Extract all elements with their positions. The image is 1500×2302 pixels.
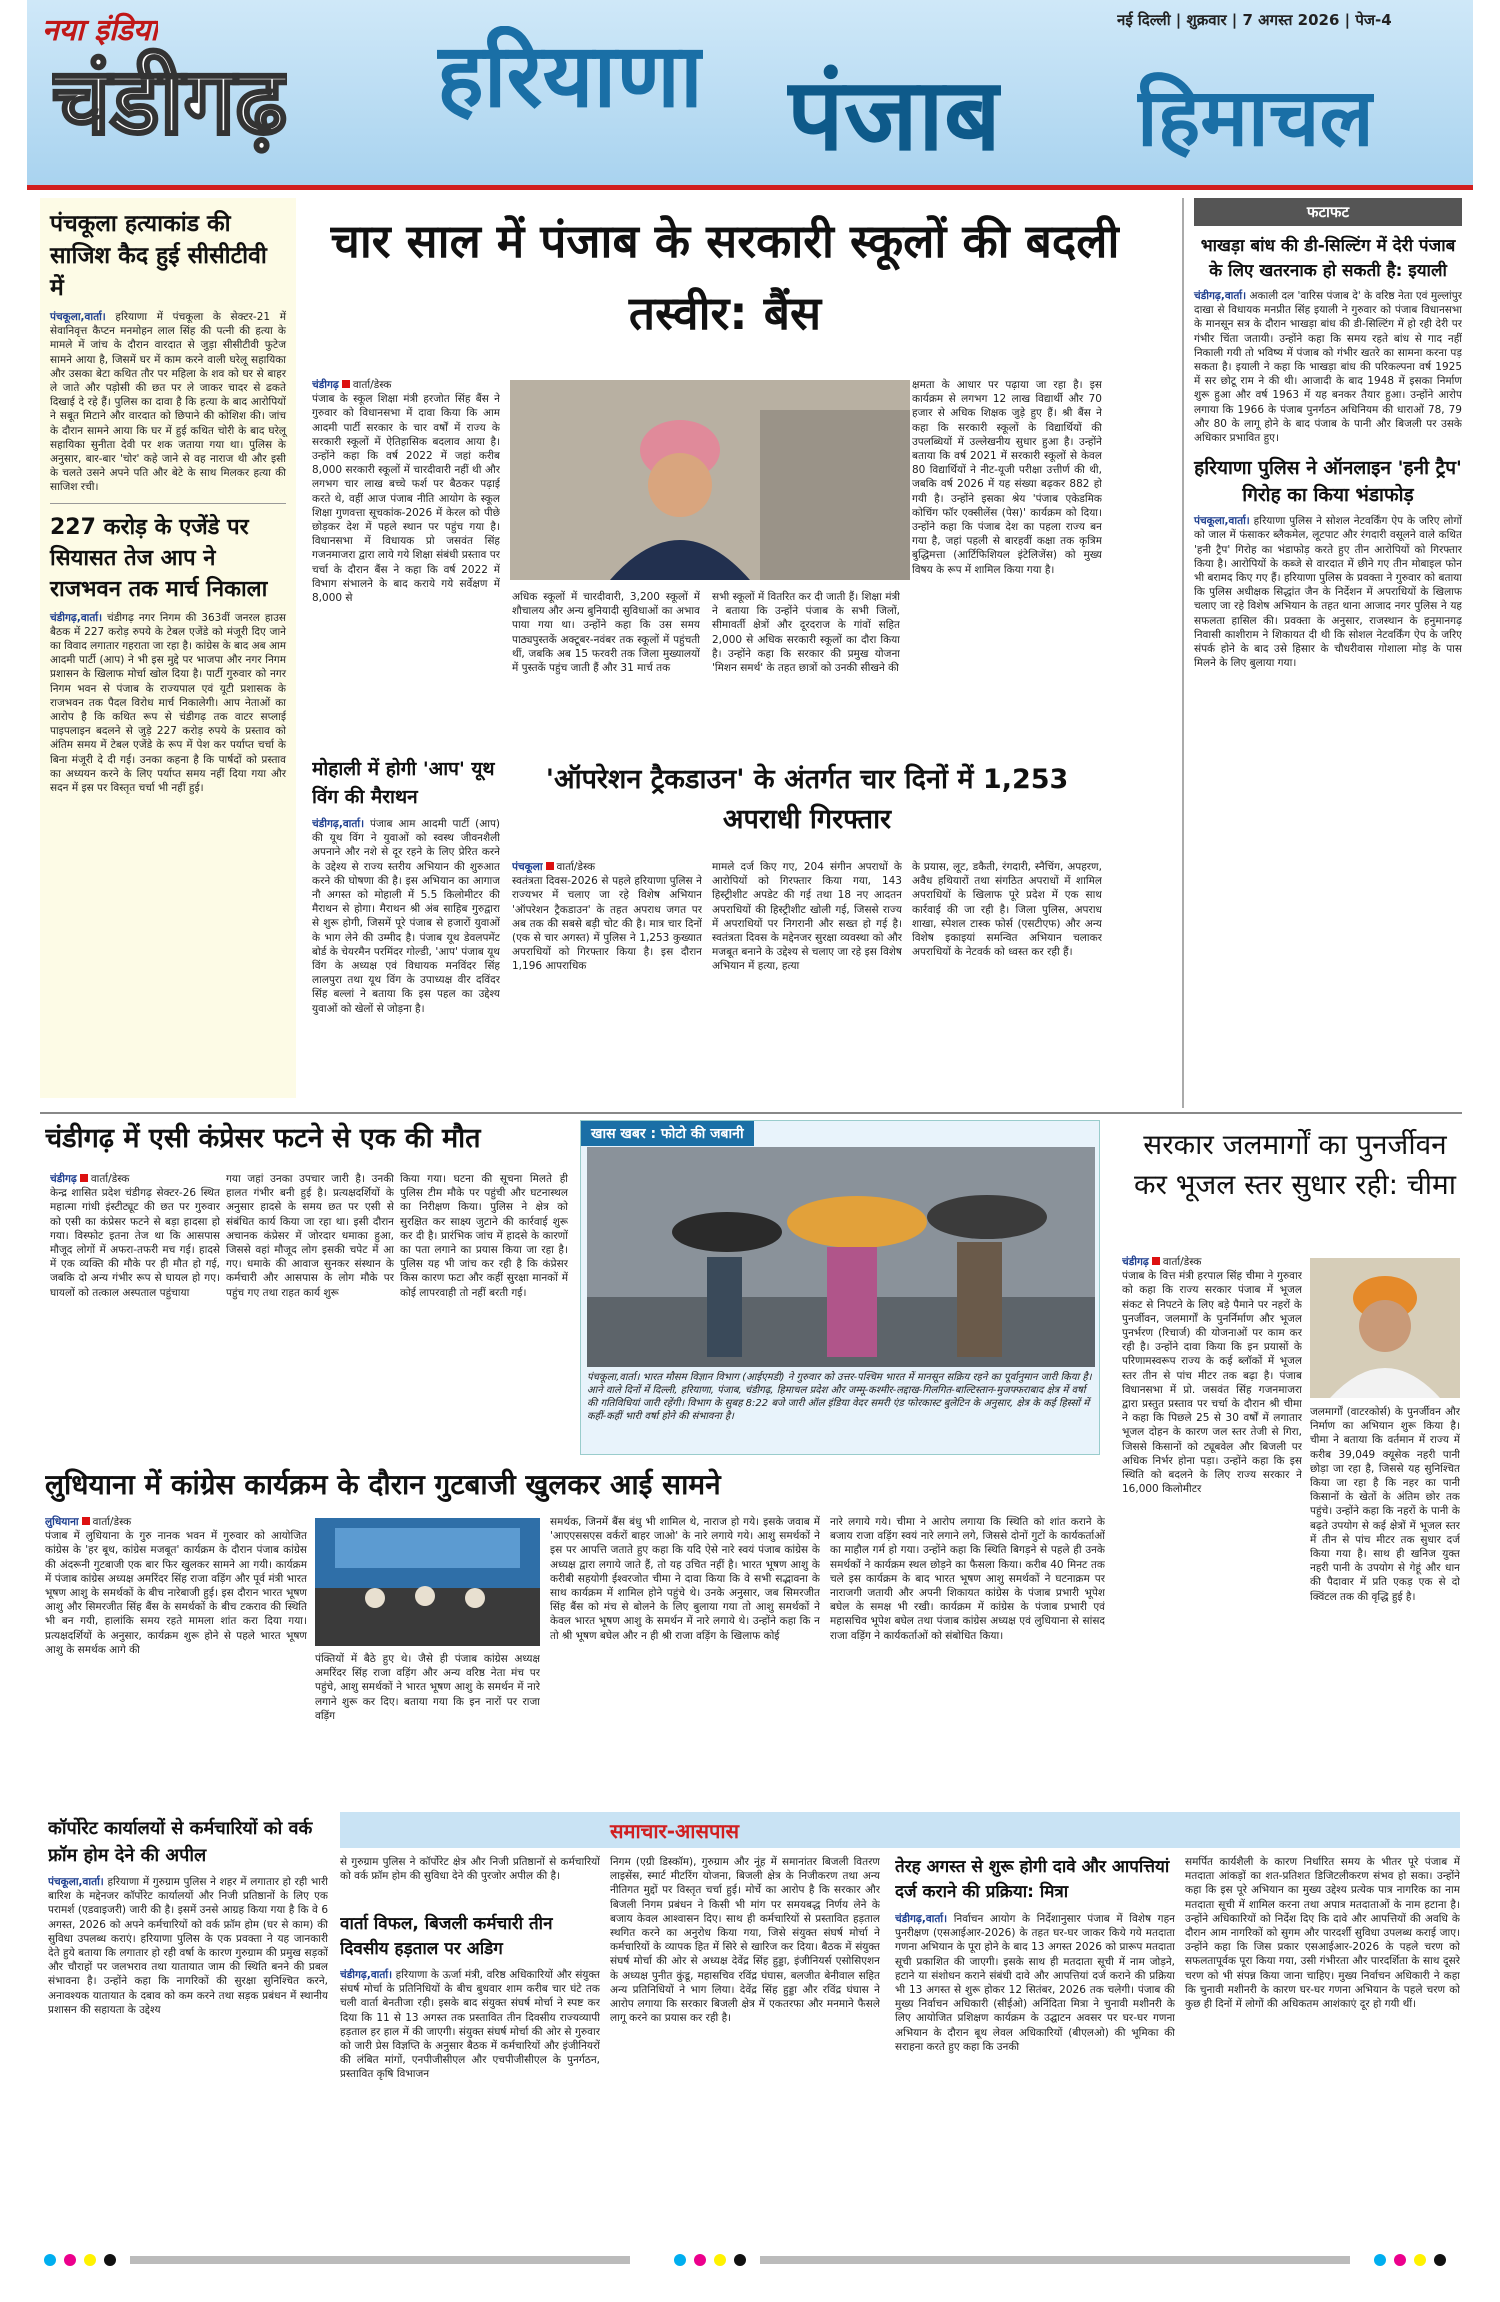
ac-col-3: किया गया। घटना की सूचना मिलते ही पुलिस टीम मौके पर पहुंची और घटनास्थल का निरीक्षण किया। पुलिस ने क्षेत्र को सुरक्षित कर साक्ष्य जुटाने की कार्रवाई शुरू कर दी है। प्रारंभिक जांच में हादसे के कारणों का पता लगाने का प्रयास किया जा रहा है। पुलिस यह भी जांच कर रही है कि कंप्रेसर किस कारण फटा और कहीं सुरक्षा मानकों में कोई लापरवाही तो नहीं बरती गई। <box>400 1173 568 1299</box>
dateline-2: चंडीगढ़,वार्ता। <box>50 611 103 624</box>
cheema-headline: सरकार जलमार्गों का पुनर्जीवन कर भूजल स्तर सुधार रही: चीमा <box>1133 1128 1457 1201</box>
lead-col-3: सभी स्कूलों में वितरित कर दी जाती हैं। शिक्षा मंत्री ने बताया कि उन्होंने पंजाब के सभी जिलों, सीमावर्ती क्षेत्रों और दूरदराज के गांवों सहित 2,000 से अधिक सरकारी स्कूलों का दौरा किया है। उन्होंने कहा कि सरकार की प्रमुख योजना 'मिशन समर्थ' के तहत छात्रों को उनकी सीखने की <box>712 591 900 675</box>
brand-logo: नया इंडिया <box>42 13 158 48</box>
cheema-col-1 <box>1122 1255 1302 1795</box>
cheema-desk: वार्ता/डेस्क <box>1162 1256 1202 1268</box>
operation-col-3: के प्रयास, लूट, डकैती, रंगदारी, स्नैचिंग, अपहरण, अवैध हथियारों तथा संगठित अपराधों में शामिल अपराधियों के खिलाफ पूरे प्रदेश में एक साथ कार्रवाई की जा रही है। जिला पुलिस, अपराध शाखा, स्पेशल टास्क फोर्स (एसटीएफ) और अन्य विशेष इकाइयां समन्वित अभियान चलाकर अपराधियों के नेटवर्क को ध्वस्त कर रही हैं। <box>912 861 1102 959</box>
ac-headline: चंडीगढ़ में एसी कंप्रेसर फटने से एक की मौत <box>45 1123 481 1154</box>
right-headline-1: भाखड़ा बांध की डी-सिल्टिंग में देरी पंजाब के लिए खतरनाक हो सकती है: इयाली <box>1200 236 1456 281</box>
ludhiana-text-1: पंजाब में लुधियाना के गुरु नानक भवन में गुरुवार को आयोजित कांग्रेस के 'हर बूथ, कांग्रेस मजबूत' कार्यक्रम के दौरान पंजाब कांग्रेस की अंदरूनी गुटबाजी एक बार फिर खुलकर सामने आ गयी। कार्यक्रम में पंजाब कांग्रेस अध्यक्ष अमरिंदर सिंह राजा वड़िंग और पूर्व मंत्री भारत भूषण आशु के समर्थकों के बीच नारेबाजी हुई। इस दौरान भारत भूषण आशु और सिमरजीत सिंह बैंस के समर्थकों के बीच टकराव की स्थिति भी बन गयी, हालांकि समय रहते मामला शांत करा दिया गया। प्रत्यक्षदर्शियों के अनुसार, कार्यक्रम शुरू होने से पहले भारत भूषण आशु के समर्थक आगे की <box>45 1530 307 1656</box>
lead-headline: चार साल में पंजाब के सरकारी स्कूलों की बदली तस्वीर: बैंस <box>330 214 1120 340</box>
marathon-text: पंजाब आम आदमी पार्टी (आप) की यूथ विंग ने युवाओं को स्वस्थ जीवनशैली अपनाने और नशे से दूर रहने के लिए प्रेरित करने के उद्देश्य से राज्य स्तरीय अभियान की शुरुआत करने की घोषणा की है। इस अभियान का आगाज नौ अगस्त को मोहाली में 5.5 किलोमीटर की मैराथन से होगा। मैराथन श्री अंब साहिब गुरुद्वारा से शुरू होगी, जिसमें पूरे पंजाब से हजारों युवाओं के भाग लेने की उम्मीद है। पंजाब यूथ डेवलपमेंट बोर्ड के चेयरमैन परमिंदर गोल्डी, 'आप' पंजाब यूथ विंग के अध्यक्ष एवं विधायक मनविंदर सिंह लालपुरा तथा यूथ विंग के उपाध्यक्ष वीर दविंदर सिंह बल्लां ने बताया कि इस पहल का उद्देश्य युवाओं को खेलों से जोड़ना है। <box>312 818 500 1015</box>
ludhiana-col-1 <box>45 1515 307 1795</box>
ac-dateline: चंडीगढ़ <box>50 1173 77 1185</box>
marathon-story <box>312 755 500 1105</box>
city-name: चंडीगढ़ <box>52 48 288 155</box>
ac-text-1: केन्द्र शासित प्रदेश चंडीगढ़ सेक्टर-26 स्थित महात्मा गांधी इंस्टीट्यूट की छत पर गुरुवार को एसी का कंप्रेसर फटने से बड़ा हादसा हो गया। विस्फोट इतना तेज था कि आसपास मौजूद लोगों में अफरा-तफरी मच गई। हादसे में एक व्यक्ति की मौके पर ही मौत हो गई, जबकि दो अन्य गंभीर रूप से घायल हो गए। घायलों को तत्काल अस्पताल पहुंचाया <box>50 1187 220 1299</box>
cheema-photo <box>1310 1258 1460 1398</box>
strike-col-2: निगम (एग्री डिस्कॉम), गुरुग्राम और नूंह में समानांतर बिजली वितरण लाइसेंस, स्मार्ट मीटरिंग योजना, बिजली क्षेत्र के निजीकरण तथा अन्य नीतिगत मुद्दों पर विस्तृत चर्चा हुई। मोर्चे का आरोप है कि सरकार और बिजली निगम प्रबंधन ने किसी भी मांग पर समयबद्ध निर्णय लेने के बजाय केवल आश्वासन दिए। साथ ही कर्मचारियों से प्रस्तावित हड़ताल स्थगित करने का अनुरोध किया गया, जिसे संयुक्त संघर्ष मोर्चा ने कर्मचारियों के व्यापक हित में सिरे से खारिज कर दिया। बैठक में संयुक्त संघर्ष मोर्चा की ओर से अध्यक्ष देवेंद्र सिंह हुड्डा, इंजीनियर्स एसोसिएशन के अध्यक्ष पुनीत कुंडू, महासचिव रविंद्र घंघास, बलजीत बेनीवाल सहित अन्य प्रतिनिधियों ने भाग लिया। देवेंद्र सिंह हुड्डा और रविंद्र घंघास ने आरोप लगाया कि सरकार बिजली क्षेत्र में एकतरफा और मनमाने फैसले लागू करने का प्रयास कर रही है। <box>610 1856 880 2025</box>
right-dateline-2: पंचकूला,वार्ता। <box>1194 515 1250 528</box>
operation-col-2: मामले दर्ज किए गए, 204 संगीन अपराधों के आरोपियों को गिरफ्तार किया गया, 143 हिस्ट्रीशीट अपडेट की गई तथा 18 नए आदतन अपराधियों की हिस्ट्रीशीट खोली गई, जिससे राज्य में अपराधियों पर निगरानी और सख्त हो गई है। स्वतंत्रता दिवस के मद्देनजर सुरक्षा व्यवस्था को और मजबूत बनाने के उद्देश्य से चलाए जा रहे इस विशेष अभियान में हत्या, हत्या <box>712 861 902 973</box>
left-text-2: चंडीगढ़ नगर निगम की 363वीं जनरल हाउस बैठक में 227 करोड़ रुपये के टेबल एजेंडे को मंजूरी दिए जाने का विवाद लगातार गहराता जा रहा है। कांग्रेस के बाद अब आम आदमी पार्टी (आप) ने भी इस मुद्दे पर भाजपा और नगर निगम प्रशासन के खिलाफ मोर्चा खोल दिया है। पार्टी गुरुवार को नगर निगम भवन से पंजाब के राज्यपाल एवं यूटी प्रशासक के राजभवन तक पैदल विरोध मार्च निकालेगी। आप नेताओं का आरोप है कि कथित रूप से चंडीगढ़ तक वाटर सप्लाई पाइपलाइन बदलने से जुड़े 227 करोड़ रुपये के प्रस्ताव को अंतिम समय में टेबल एजेंडे के रूप में पेश कर पर्याप्त चर्चा के बिना मंजूरी दे दी गई। उनका कहना है कि पार्षदों को प्रस्ताव का अध्ययन करने के लिए पर्याप्त समय नहीं दिया गया और सदन में इस पर विस्तृत चर्चा भी नहीं हुई। <box>50 611 286 795</box>
ludhiana-col-2: पंक्तियों में बैठे हुए थे। जैसे ही पंजाब कांग्रेस अध्यक्ष अमरिंदर सिंह राजा वड़िंग और अन्य वरिष्ठ नेता मंच पर पहुंचे, आशु समर्थकों ने भारत भूषण आशु के समर्थन में नारे लगाने शुरू कर दिए। बताया गया कि इन नारों पर राजा वड़िंग <box>315 1653 540 1722</box>
left-column <box>40 198 296 1098</box>
fataafat-box: फटाफट <box>1194 198 1462 226</box>
right-text-2: हरियाणा पुलिस ने सोशल नेटवर्किंग ऐप के जरिए लोगों को जाल में फंसाकर ब्लैकमेल, लूटपाट और रंगदारी वसूलने वाले कथित 'हनी ट्रैप' गिरोह का भंडाफोड़ करते हुए तीन आरोपियों को गिरफ्तार किया है। आरोपियों के कब्जे से वारदात में छीने गए तीन मोबाइल फोन भी बरामद किए गए हैं। हरियाणा पुलिस के प्रवक्ता ने गुरुवार को बताया कि पुलिस अधीक्षक सिद्धांत जैन के निर्देशन में अपराधियों के खिलाफ चलाए जा रहे विशेष अभियान के तहत थाना आजाद नगर पुलिस ने यह सफलता हासिल की। प्रवक्ता के अनुसार, राजस्थान के हनुमानगढ़ निवासी काशीराम ने शिकायत दी थी कि सोशल नेटवर्किंग ऐप के जरिए संपर्क होने के बाद उसे हिसार के चौधरीवास गोशाला मोड़ के पास मिलने के लिए बुलाया गया। <box>1194 515 1462 670</box>
footer-bar <box>40 2250 1460 2270</box>
voter-dateline: चंडीगढ़,वार्ता। <box>895 1913 948 1925</box>
section-rule-1 <box>40 1112 1462 1114</box>
ac-col-1 <box>50 1172 220 1472</box>
operation-text-1: स्वतंत्रता दिवस-2026 से पहले हरियाणा पुलिस ने राज्यभर में चलाए जा रहे विशेष अभियान 'ऑपरेशन ट्रैकडाउन' के तहत अपराध जगत पर अब तक की सबसे बड़ी चोट की है। मात्र चार दिनों (एक से चार अगस्त) में पुलिस ने 1,253 कुख्यात अपराधियों को गिरफ्तार किया है। इस दौरान 1,196 आपराधिक <box>512 875 702 973</box>
congress-event-photo <box>315 1518 540 1646</box>
strike-col-1 <box>340 1968 600 2205</box>
title-himachal: हिमाचल <box>1137 71 1374 164</box>
masthead <box>27 0 1473 185</box>
operation-col-1 <box>512 860 702 1100</box>
lead-col-1 <box>312 378 500 778</box>
right-headline-2: हरियाणा पुलिस ने ऑनलाइन 'हनी ट्रैप' गिरोह का किया भंडाफोड़ <box>1194 457 1462 507</box>
lead-desk: वार्ता/डेस्क <box>352 379 392 391</box>
ac-desk: वार्ता/डेस्क <box>90 1173 130 1185</box>
red-square-icon <box>80 1174 88 1182</box>
wfh-col-1 <box>48 1875 328 2205</box>
strike-text-1: हरियाणा के ऊर्जा मंत्री, वरिष्ठ अधिकारियों और संयुक्त संघर्ष मोर्चा के प्रतिनिधियों के बीच बुधवार शाम करीब चार घंटे तक चली वार्ता बेनतीजा रही। इसके बाद संयुक्त संघर्ष मोर्चा ने स्पष्ट कर दिया कि 11 से 13 अगस्त तक प्रस्तावित तीन दिवसीय राज्यव्यापी हड़ताल हर हाल में की जाएगी। संयुक्त संघर्ष मोर्चा की ओर से गुरुवार को जारी प्रेस विज्ञप्ति के अनुसार बैठक में कर्मचारियों और इंजीनियरों की लंबित मांगों, एनपीजीसीएल और एचपीजीसीएल के पुनर्गठन, प्रस्तावित कृषि विभाजन <box>340 1969 600 2081</box>
wfh-headline: कॉर्पोरेट कार्यालयों से कर्मचारियों को वर्क फ्रॉम होम देने की अपील <box>48 1818 313 1866</box>
lead-col-4: क्षमता के आधार पर पढ़ाया जा रहा है। इस कार्यक्रम से लगभग 12 लाख विद्यार्थी और 70 हजार से अधिक शिक्षक जुड़े हुए हैं। श्री बैंस ने कहा कि सरकारी स्कूलों के विद्यार्थियों की उपलब्धियों में उल्लेखनीय सुधार हुआ है। उन्होंने बताया कि वर्ष 2021 में सरकारी स्कूलों से केवल 80 विद्यार्थियों ने नीट-यूजी परीक्षा उत्तीर्ण की थी, जबकि वर्ष 2026 में यह संख्या बढ़कर 882 हो गयी है। उन्होंने इसका श्रेय 'पंजाब एकेडमिक कोचिंग फॉर एक्सीलेंस (पेस)' कार्यक्रम को दिया। उन्होंने कहा कि पंजाब देश का पहला राज्य बन गया है, जहां पहली से बारहवीं कक्षा तक कृत्रिम बुद्धिमत्ता (आर्टिफिशियल इंटेलिजेंस) को मुख्य विषय के रूप में शामिल किया गया है। <box>912 379 1102 576</box>
rain-photo <box>587 1147 1095 1367</box>
marathon-headline: मोहाली में होगी 'आप' यूथ विंग की मैराथन <box>312 758 495 808</box>
wfh-col-2: से गुरुग्राम पुलिस ने कॉर्पोरेट क्षेत्र और निजी प्रतिष्ठानों से कर्मचारियों को वर्क फ्रॉम होम की सुविधा देने की पुरजोर अपील की है। <box>340 1856 600 1883</box>
strike-dateline: चंडीगढ़,वार्ता। <box>340 1969 393 1981</box>
voter-headline: तेरह अगस्त से शुरू होगी दावे और आपत्तियां दर्ज कराने की प्रक्रिया: मित्रा <box>895 1857 1170 1902</box>
title-haryana: हरियाणा <box>437 26 703 126</box>
title-punjab: पंजाब <box>787 60 1001 170</box>
masthead-rule <box>27 185 1473 190</box>
portrait-figure-icon <box>1310 1258 1460 1398</box>
registration-marks-icon <box>40 2250 1460 2270</box>
voter-col-2: समर्पित कार्यशैली के कारण निर्धारित समय के भीतर पूरे पंजाब में मतदाता आंकड़ों का शत-प्रतिशत डिजिटलीकरण संभव हो सका। उन्होंने कहा कि इस पूरे अभियान का मुख्य उद्देश्य प्रत्येक पात्र नागरिक का नाम मतदाता सूची में शामिल करना तथा अपात्र मतदाताओं के नाम हटाना है। उन्होंने अधिकारियों को निर्देश दिए कि दावे और आपत्तियों की अवधि के दौरान आम नागरिकों को सुगम और पारदर्शी सुविधा उपलब्ध कराई जाए। उन्होंने कहा कि जिस प्रकार एसआईआर-2026 के पहले चरण को सफलतापूर्वक पूरा किया गया, उसी गंभीरता और पारदर्शिता के साथ दूसरे चरण को भी संपन्न किया जाना चाहिए। मुख्य निर्वाचन अधिकारी ने कहा कि चुनावी मशीनरी के कारण घर-घर गणना अभियान के पहले चरण को कुछ ही दिनों में लोगों की अधिकतम आशंकाएं दूर हो गयी थीं। <box>1185 1856 1460 2011</box>
ludhiana-col-3: समर्थक, जिनमें बैंस बंधु भी शामिल थे, नाराज हो गये। इसके जवाब में 'आएएससएस वर्करों बाहर जाओ' के नारे लगाये गये। आशु समर्थकों ने इस पर आपत्ति जताते हुए कहा कि यदि ऐसे नारे स्वयं पंजाब कांग्रेस के अध्यक्ष द्वारा लगाये जाते हैं, तो यह उचित नहीं है। भारत भूषण आशु के करीबी सहयोगी ईश्वरजोत चीमा ने दावा किया कि वे सभी सद्भावना के साथ कार्यक्रम में शामिल होने पहुंचे थे। उनके अनुसार, जब सिमरजीत सिंह बैंस को मंच से बोलने के लिए बुलाया गया तो आशु समर्थकों ने केवल भारत भूषण आशु के समर्थन में नारे लगाये थे। उन्होंने कहा कि न तो श्री भूषण बघेल और न ही श्री राजा वड़िंग के खिलाफ कोई <box>550 1516 820 1642</box>
aaspaas-band <box>340 1812 1460 1848</box>
minister-photo <box>510 380 910 580</box>
voter-text-1: निर्वाचन आयोग के निर्देशानुसार पंजाब में विशेष गहन पुनरीक्षण (एसआईआर-2026) के तहत घर-घर जाकर किये गये मतदाता गणना अभियान के पूरा होने के बाद 13 अगस्त 2026 को प्रारूप मतदाता सूची प्रकाशित की जाएगी। इसके साथ ही मतदाता सूची में नाम जोड़ने, हटाने या संशोधन कराने संबंधी दावे और आपत्तियां दर्ज कराने की प्रक्रिया भी 13 अगस्त से शुरू होकर 12 सितंबर, 2026 तक चलेगी। पंजाब की मुख्य निर्वाचन अधिकारी (सीईओ) अनिंदिता मित्रा ने चुनावी मशीनरी के लिए आयोजित प्रशिक्षण कार्यक्रम के उद्घाटन अवसर पर घर-घर गणना अभियान के दौरान बूथ लेवल अधिकारियों (बीएलओ) की भूमिका की सराहना करते हुए कहा कि उनकी <box>895 1913 1175 2053</box>
portrait-figure-icon <box>510 380 910 580</box>
lead-text-1: पंजाब के स्कूल शिक्षा मंत्री हरजोत सिंह बैंस ने गुरुवार को विधानसभा में दावा किया कि आम आदमी पार्टी सरकार के चार वर्षों में राज्य के सरकारी स्कूलों में ऐतिहासिक बदलाव आया है। उन्होंने कहा कि वर्ष 2022 में जहां करीब 8,000 सरकारी स्कूलों में चारदीवारी नहीं थी और लगभग चार लाख बच्चे फर्श पर बैठकर पढ़ाई करते थे, वहीं आज पंजाब नीति आयोग के स्कूल शिक्षा गुणवत्ता सूचकांक-2026 में केरल को पीछे छोड़कर देश में पहले स्थान पर पहुंच गया है। विधानसभा में विधायक प्रो जसवंत सिंह गजनमाजरा द्वारा लाये गये शिक्षा संबंधी प्रस्ताव पर चर्चा के दौरान बैंस ने कहा कि वर्ष 2022 में विभाग संभालने के बाद कराये गये सर्वेक्षण में 8,000 से <box>312 393 500 605</box>
ludhiana-headline: लुधियाना में कांग्रेस कार्यक्रम के दौरान गुटबाजी खुलकर आई सामने <box>45 1468 721 1501</box>
aaspaas-label: समाचार-आसपास <box>610 1819 740 1843</box>
wfh-text-1: हरियाणा में गुरुग्राम पुलिस ने शहर में लगातार हो रही भारी बारिश के मद्देनजर कॉर्पोरेट कार्यालयों और निजी प्रतिष्ठानों के लिए एक परामर्श (एडवाइजरी) जारी की है। इसमें उनसे आग्रह किया गया है कि वे 6 अगस्त, 2026 को अपने कर्मचारियों को वर्क फ्रॉम होम (घर से काम) की सुविधा उपलब्ध कराएं। हरियाणा पुलिस के एक प्रवक्ता ने यह जानकारी देते हुये बताया कि लगातार हो रही वर्षा के कारण गुरुग्राम की प्रमुख सड़कों और चौराहों पर जलभराव तथा यातायात जाम की स्थिति बनने की प्रबल संभावना है। उन्होंने कहा कि नागरिकों की सुरक्षा सुनिश्चित करने, अनावश्यक यातायात के दबाव को कम करने तथा सड़क प्रबंधन में स्थानीय प्रशासन की सहायता के उद्देश्य <box>48 1876 328 2016</box>
red-square-icon <box>546 862 554 870</box>
lead-dateline: चंडीगढ़ <box>312 379 339 391</box>
left-headline-1: पंचकूला हत्याकांड की साजिश कैद हुई सीसीटीवी में <box>50 211 267 301</box>
cheema-dateline: चंडीगढ़ <box>1122 1256 1149 1268</box>
left-body-1 <box>50 310 286 495</box>
ac-col-2: गया जहां उनका उपचार जारी है। उनकी हालत गंभीर बनी हुई है। प्रत्यक्षदर्शियों के अनुसार हादसे के समय छत पर एसी से संबंधित कार्य किया जा रहा था। इसी दौरान अचानक कंप्रेसर में जोरदार धमाका हुआ, जिससे वहां मौजूद लोग इसकी चपेट में आ गए। धमाके की आवाज सुनकर संस्थान के कर्मचारी और आसपास के लोग मौके पर पहुंच गए तथा राहत कार्य शुरू <box>226 1173 394 1299</box>
right-text-1: अकाली दल 'वारिस पंजाब दे' के वरिष्ठ नेता एवं मुल्लांपुर दाखा से विधायक मनप्रीत सिंह इयाली ने गुरुवार को पंजाब विधानसभा के मानसून सत्र के दौरान भाखड़ा बांध की डी-सिल्टिंग में हो रही देरी पर गंभीर चिंता जतायी। उन्होंने कहा कि समय रहते बांध से गाद नहीं निकाली गयी तो भविष्य में पंजाब को गंभीर खतरे का सामना करना पड़ सकता है। इयाली ने कहा कि भाखड़ा बांध की परिकल्पना वर्ष 1925 में सर छोटू राम ने की थी। आजादी के बाद 1948 में इसका निर्माण शुरू हुआ और वर्ष 1963 में यह बनकर तैयार हुआ। उन्होंने आरोप लगाया कि 1966 के पंजाब पुनर्गठन अधिनियम की धाराओं 78, 79 और 80 के लागू होने के बाद पंजाब के पानी और बिजली पर उसके अधिकार प्रभावित हुए। <box>1194 290 1462 445</box>
voter-col-1 <box>895 1912 1175 2205</box>
marathon-dateline: चंडीगढ़,वार्ता। <box>312 818 365 830</box>
ludhiana-col-4: नारे लगाये गये। चीमा ने आरोप लगाया कि स्थिति को शांत कराने के बजाय राजा वड़िंग स्वयं नारे लगाने लगे, जिससे दोनों गुटों के कार्यकर्ताओं का माहौल गर्म हो गया। उन्होंने कहा कि स्थिति बिगड़ने से पहले ही उनके समर्थकों ने कार्यक्रम स्थल छोड़ने का फैसला किया। करीब 40 मिनट तक चले इस कार्यक्रम के बाद भारत भूषण आशु समर्थकों ने घटनाक्रम पर नाराजगी जतायी और अपनी शिकायत कांग्रेस के पंजाब प्रभारी भूपेश बघेल के समक्ष भी रखी। कार्यक्रम में कांग्रेस के पंजाब प्रभारी एवं महासचिव भूपेश बघेल तथा पंजाब कांग्रेस अध्यक्ष एवं लुधियाना से सांसद राजा वड़िंग ने कार्यकर्ताओं को संबोधित किया। <box>830 1516 1105 1642</box>
operation-headline: 'ऑपरेशन ट्रैकडाउन' के अंतर्गत चार दिनों में 1,253 अपराधी गिरफ्तार <box>545 764 1069 835</box>
left-body-2 <box>50 611 286 796</box>
photo-feature <box>580 1120 1100 1455</box>
red-square-icon <box>82 1517 90 1525</box>
strike-headline: वार्ता विफल, बिजली कर्मचारी तीन दिवसीय हड़ताल पर अडिग <box>340 1914 553 1959</box>
cheema-col-2: जलमार्गों (वाटरकोर्स) के पुनर्जीवन और निर्माण का अभियान शुरू किया है। चीमा ने बताया कि वर्तमान में राज्य में करीब 39,049 क्यूसेक नहरी पानी छोड़ा जा रहा है, जिससे यह सुनिश्चित किया जा रहा है कि नहर का पानी किसानों के खेतों के अंतिम छोर तक पहुंचे। उन्होंने कहा कि नहरों के पानी के बढ़ते उपयोग से कई क्षेत्रों में भूजल स्तर में तीन से पांच मीटर तक सुधार दर्ज किया गया है। साथ ही खनिज युक्त नहरी पानी के उपयोग से गेहूं और धान की पैदावार में प्रति एकड़ एक से दो क्विंटल तक की वृद्धि हुई है। <box>1310 1406 1460 1603</box>
ludhiana-dateline: लुधियाना <box>45 1516 79 1528</box>
dateline: नई दिल्ली | शुक्रवार | 7 अगस्त 2026 | पेज-4 <box>1117 11 1392 29</box>
cheema-text-1: पंजाब के वित्त मंत्री हरपाल सिंह चीमा ने गुरुवार को कहा कि राज्य सरकार पंजाब में भूजल संकट से निपटने के लिए बड़े पैमाने पर नहरों के पुनर्जीवन, जलमार्गों के पुनर्निर्माण और भूजल पुनर्भरण (रिचार्ज) की योजनाओं पर काम कर रही है। उन्होंने दावा किया कि इन प्रयासों के परिणामस्वरूप राज्य के कई ब्लॉकों में भूजल स्तर तीन से पांच मीटर तक बढ़ा है। पंजाब विधानसभा में प्रो. जसवंत सिंह गजनमाजरा द्वारा प्रस्तुत प्रस्ताव पर चर्चा के दौरान श्री चीमा ने कहा कि पिछले 25 से 30 वर्षों में लगातार भूजल दोहन के कारण जल स्तर तेजी से गिरा, जिससे किसानों को ट्यूबवेल और बिजली पर अधिक निर्भर होना पड़ा। उन्होंने कहा कि इस स्थिति को बदलने के लिए राज्य सरकार ने 16,000 किलोमीटर <box>1122 1270 1302 1496</box>
photo-caption: पंचकूला,वार्ता। भारत मौसम विज्ञान विभाग (आईएमडी) ने गुरुवार को उत्तर-पश्चिम भारत में मानसून सक्रिय रहने का पूर्वानुमान जारी किया है। आने वाले दिनों में दिल्ली, हरियाणा, पंजाब, चंडीगढ़, हिमाचल प्रदेश और जम्मू-कश्मीर-लद्दाख-गिलगित-बाल्टिस्तान-मुजफ्फराबाद क्षेत्र में वर्षा की गतिविधियां जारी रहेंगी। विभाग के सुबह 8:22 बजे जारी ऑल इंडिया वेदर समरी एंड फोरकास्ट बुलेटिन के अनुसार, क्षेत्र के कई हिस्सों में कहीं-कहीं भारी वर्षा होने की संभावना है। <box>587 1372 1092 1422</box>
operation-dateline: पंचकूला <box>512 861 543 873</box>
right-column <box>1182 198 1462 1108</box>
stage-photo <box>315 1518 540 1646</box>
photo-feature-label: खास खबर : फोटो की जबानी <box>581 1121 754 1146</box>
lead-col-2: अधिक स्कूलों में चारदीवारी, 3,200 स्कूलों में शौचालय और अन्य बुनियादी सुविधाओं का अभाव पाया गया था। उन्होंने कहा कि उस समय पाठ्यपुस्तकें अक्टूबर-नवंबर तक स्कूलों में पहुंचती थीं, जबकि अब 15 फरवरी तक जिला मुख्यालयों में पुस्तकें पहुंच जाती हैं और 31 मार्च तक <box>512 591 700 675</box>
ludhiana-desk: वार्ता/डेस्क <box>92 1516 132 1528</box>
right-dateline-1: चंडीगढ़,वार्ता। <box>1194 290 1247 302</box>
operation-desk: वार्ता/डेस्क <box>556 861 596 873</box>
wfh-dateline: पंचकूला,वार्ता। <box>48 1876 104 1888</box>
left-headline-2: 227 करोड़ के एजेंडे पर सियासत तेज आप ने राजभवन तक मार्च निकाला <box>50 514 268 602</box>
left-text-1: हरियाणा में पंचकूला के सेक्टर-21 में सेवानिवृत्त कैप्टन मनमोहन लाल सिंह की पत्नी की हत्या के मामले में जांच के दौरान वारदात से जुड़ा सीसीटीवी फुटेज सामने आया है, जिसमें घर में काम करने वाली घरेलू सहायिका और उसका बेटा कथित तौर पर महिला के शव को घर से बाहर ले जाते और पड़ोसी की छत पर ले जाकर चादर से ढकते दिखाई दे रहे हैं। पुलिस का दावा है कि हत्या के बाद आरोपियों ने सबूत मिटाने और वारदात को छिपाने की कोशिश की। जांच के दौरान सामने आया कि घर में हुई कथित चोरी के बाद घरेलू सहायिका सुनीता देवी पर शक जताया गया था। पुलिस के अनुसार, बार-बार 'चोर' कहे जाने से वह नाराज थी और इसी के चलते उसने अपने पति और बेटे के साथ मिलकर हत्या की साजिश रची। <box>50 311 286 494</box>
red-square-icon <box>342 380 350 388</box>
red-square-icon <box>1152 1257 1160 1265</box>
dateline-1: पंचकूला,वार्ता। <box>50 311 106 323</box>
